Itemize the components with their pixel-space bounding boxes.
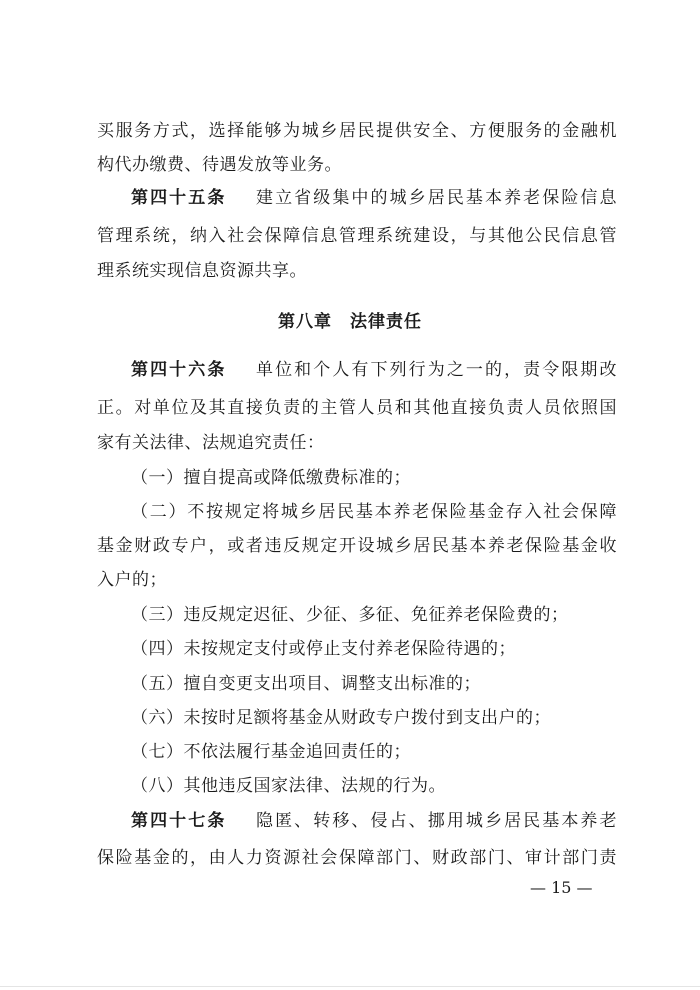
list-item: （三）违反规定迟征、少征、多征、免征养老保险费的； [131,605,569,625]
list-item: （一）擅自提高或降低缴费标准的； [131,468,411,488]
article-47 [131,806,617,836]
text-line: 建立省级集中的城乡居民基本养老保险信息 [254,188,618,208]
chapter-title: 第八章 法律责任 [278,312,422,332]
page-number: — 15 — [530,878,593,897]
article-heading: 第四十六条 [131,360,227,380]
text-line: 单位和个人有下列行为之一的，责令限期改 [254,360,618,380]
text-line: 买服务方式，选择能够为城乡居民提供安全、方便服务的金融机 [97,121,617,141]
text-line: 基金财政专户，或者违反规定开设城乡居民基本养老保险基金收 [97,536,617,556]
list-item: （二）不按规定将城乡居民基本养老保险基金存入社会保障 [131,502,617,522]
text-line: 理系统实现信息资源共享。 [97,261,307,281]
list-item: （八）其他违反国家法律、法规的行为。 [131,776,446,796]
article-46 [131,355,617,385]
list-item: （七）不依法履行基金追回责任的； [131,742,411,762]
text-line: 构代办缴费、待遇发放等业务。 [97,155,342,175]
scan-edge-divider [0,986,700,987]
text-line: 保险基金的，由人力资源社会保障部门、财政部门、审计部门责 [97,848,617,868]
text-line: 家有关法律、法规追究责任： [97,433,325,453]
list-item: （五）擅自变更支出项目、调整支出标准的； [131,674,481,694]
text-line: 正。对单位及其直接负责的主管人员和其他直接负责人员依照国 [97,398,617,418]
list-item: （四）未按规定支付或停止支付养老保险待遇的； [131,639,516,659]
article-heading: 第四十七条 [131,811,227,831]
text-line: 入户的； [97,570,167,590]
text-line: 隐匿、转移、侵占、挪用城乡居民基本养老 [254,811,618,831]
article-45 [131,183,617,213]
article-heading: 第四十五条 [131,188,227,208]
text-line: 管理系统，纳入社会保障信息管理系统建设，与其他公民信息管 [97,226,617,246]
list-item: （六）未按时足额将基金从财政专户拨付到支出户的； [131,708,551,728]
